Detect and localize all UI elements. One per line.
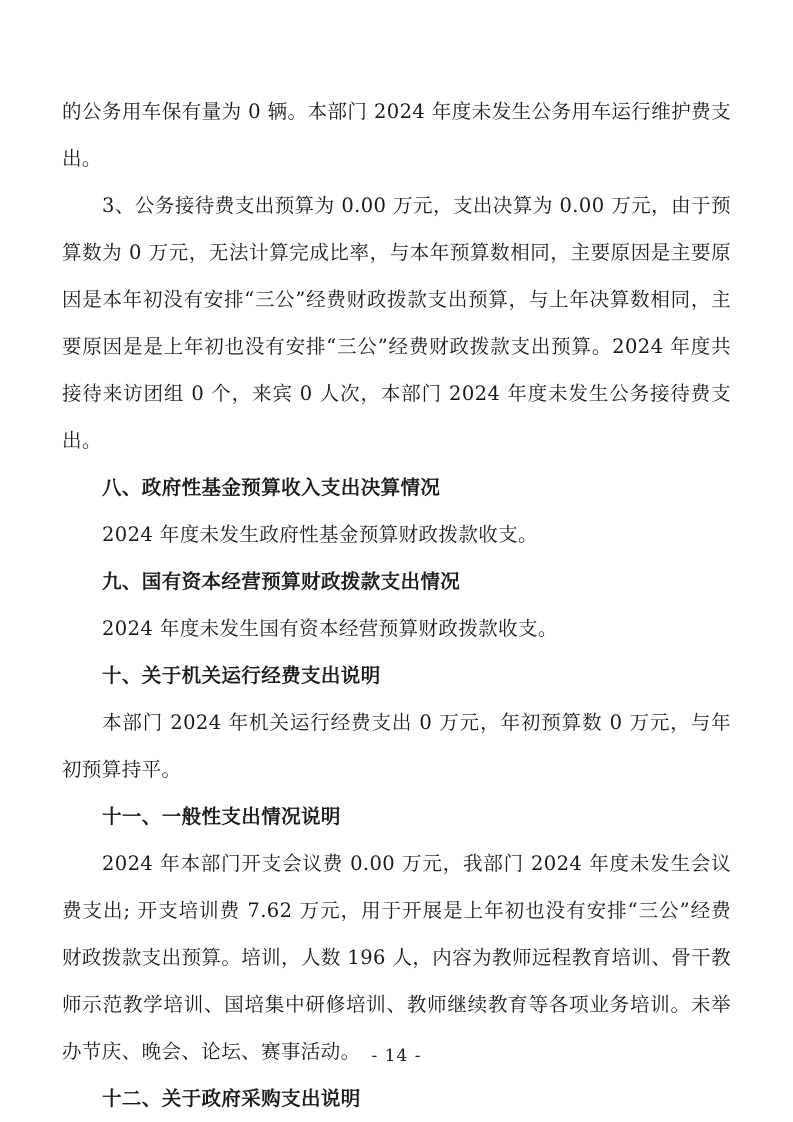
heading-section-eleven: 十一、一般性支出情况说明 bbox=[102, 805, 341, 828]
paragraph-official-vehicle: 的公务用车保有量为 0 辆。本部门 2024 年度未发生公务用车运行维护费支出。 bbox=[62, 100, 731, 170]
page-number: - 14 - bbox=[371, 1046, 422, 1066]
paragraph-section-eleven-body: 2024 年本部门开支会议费 0.00 万元，我部门 2024 年度未发生会议费支出; 开支培训费 7.62 万元，用于开展是上年初也没有安排“三公”经费财政拨款支出预算。培训，人数 196 人，内容为教师远程教育培训、骨干教师示范教学培训、国培集中研修培训、教师继续教育等各项业务培训。未举办节庆、晚会、论坛、赛事活动。 bbox=[62, 852, 731, 1063]
heading-section-ten: 十、关于机关运行经费支出说明 bbox=[102, 664, 381, 687]
heading-section-nine: 九、国有资本经营预算财政拨款支出情况 bbox=[102, 570, 461, 593]
paragraph-section-ten-body: 本部门 2024 年机关运行经费支出 0 万元，年初预算数 0 万元，与年初预算持平。 bbox=[62, 711, 731, 781]
heading-section-twelve: 十二、关于政府采购支出说明 bbox=[102, 1087, 361, 1110]
paragraph-section-eight-body: 2024 年度未发生政府性基金预算财政拨款收支。 bbox=[102, 523, 538, 546]
paragraph-official-reception: 3、公务接待费支出预算为 0.00 万元，支出决算为 0.00 万元，由于预算数为 0 万元，无法计算完成比率，与本年预算数相同，主要原因是主要原因是本年初没有安排“三公”经费财政拨款支出预算，与上年决算数相同，主要原因是是上年初也没有安排“三公”经费财政拨款支出预算。2024 年度共接待来访团组 0 个，来宾 0 人次，本部门 2024 年度未发生公务接待费支出。 bbox=[62, 194, 731, 452]
document-body bbox=[62, 88, 731, 1122]
heading-section-eight: 八、政府性基金预算收入支出决算情况 bbox=[102, 476, 441, 499]
paragraph-section-nine-body: 2024 年度未发生国有资本经营预算财政拨款收支。 bbox=[102, 617, 558, 640]
